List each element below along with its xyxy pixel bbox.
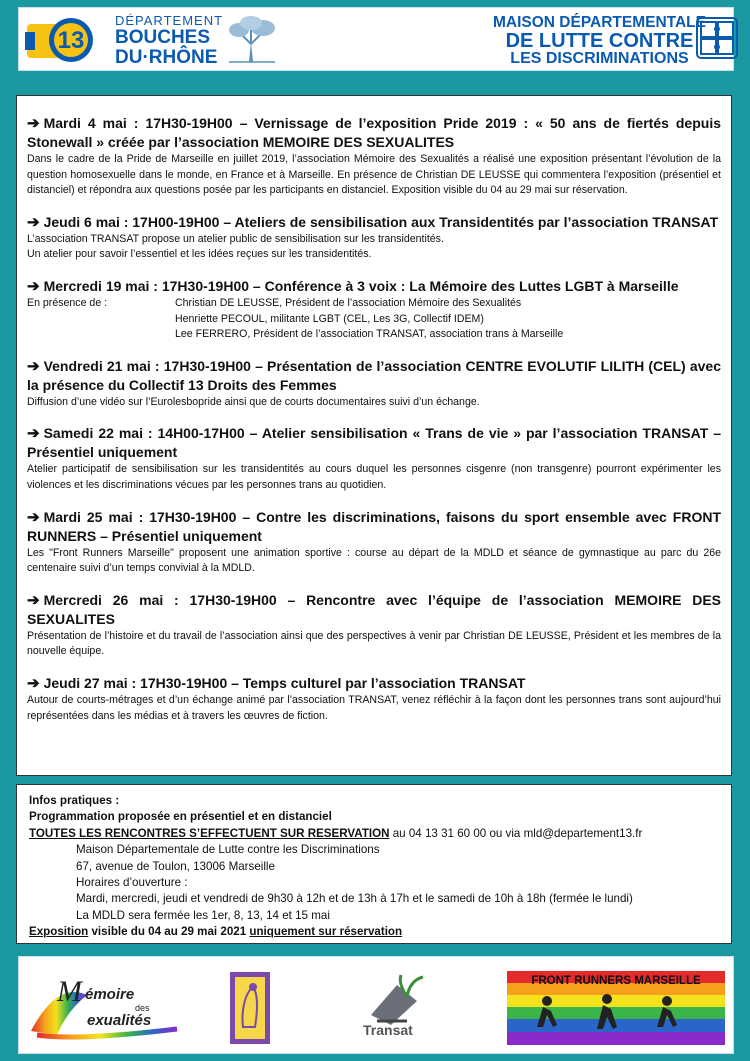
memoire-line2: des xyxy=(135,1003,150,1013)
info-address-name: Maison Départementale de Lutte contre les Discriminations xyxy=(76,843,380,857)
memoire-line3: exualités xyxy=(87,1012,152,1029)
arrow-right-icon: ➔ xyxy=(27,591,40,609)
transat-name: Transat xyxy=(363,1022,413,1038)
event-item xyxy=(27,424,721,493)
event-description: Autour de courts-métrages et d’un échange animé par l’association TRANSAT, venez réfléchir à la façon dont les personnes trans sont aujourd’hui représentées dans les médias et à travers les œuvres de fiction. xyxy=(27,693,721,722)
front-runners-name: FRONT RUNNERS MARSEILLE xyxy=(531,975,701,987)
memoire-line1: émoire xyxy=(85,986,135,1003)
event-item xyxy=(27,357,721,411)
event-description: L’association TRANSAT propose un atelier public de sensibilisation sur les transidentités. xyxy=(27,232,444,245)
presence-person: Christian DE LEUSSE, Président de l’association Mémoire des Sexualités xyxy=(175,296,522,309)
event-title: Samedi 22 mai : 14H00-17H00 – Atelier sensibilisation « Trans de vie » par l’association TRANSAT – Présentiel uniquement xyxy=(27,425,721,461)
event-item xyxy=(27,277,721,343)
event-title: Vendredi 21 mai : 17H30-19H00 – Présentation de l’association CENTRE EVOLUTIF LILITH (CEL) avec la présence du Collectif 13 Droits des Femmes xyxy=(27,357,721,393)
event-title: Mardi 4 mai : 17H30-19H00 – Vernissage de l’exposition Pride 2019 : « 50 ans de fiertés depuis Stonewall » créée par l’association MEMOIRE DES SEXUALITES xyxy=(27,115,721,150)
dept-line3: DU·RHÔNE xyxy=(115,46,218,68)
info-heading: Infos pratiques : xyxy=(29,794,120,807)
arrow-right-icon: ➔ xyxy=(27,115,40,132)
event-description: Dans le cadre de la Pride de Marseille en juillet 2019, l’association Mémoire des Sexualités a réalisé une exposition présentant l’évolution de la question homosexuelle dans le monde, en France et à Marseille. En présence de Christian DE LEUSSE qui commentera l’exposition (présentiel et distanciel) et répondra aux questions posée par les participants en distanciel. Exposition visible du 04 au 29 mai sur réservation. xyxy=(27,153,721,197)
mdld-line3: LES DISCRIMINATIONS xyxy=(510,49,689,67)
event-title: Mercredi 19 mai : 17H30-19H00 – Conférence à 3 voix : La Mémoire des Luttes LGBT à Marseille xyxy=(43,277,679,294)
event-item xyxy=(27,674,721,724)
presence-person: Henriette PECOUL, militante LGBT (CEL, Les 3G, Collectif IDEM) xyxy=(175,312,484,325)
info-reservation xyxy=(29,826,719,842)
info-closed: La MDLD sera fermée les 1er, 8, 13, 14 et 15 mai xyxy=(76,908,330,922)
event-item xyxy=(27,213,721,263)
event-item xyxy=(27,114,721,199)
logo-number: 13 xyxy=(57,27,85,54)
cel-lilith-logo xyxy=(229,971,271,1045)
dept-line2: BOUCHES xyxy=(115,26,211,48)
department-name xyxy=(115,14,223,68)
mdld-line1: MAISON DÉPARTEMENTALE xyxy=(493,14,706,31)
reservation-notice: TOUTES LES RENCONTRES S’EFFECTUENT SUR RESERVATION xyxy=(29,826,390,840)
event-description: Présentation de l’histoire et du travail de l’association ainsi que des perspectives à venir par Christian DE LEUSSE, Président et les membres de la nouvelle équipe. xyxy=(27,629,721,658)
mdld-line2: DE LUTTE CONTRE xyxy=(505,29,694,52)
arrow-right-icon: ➔ xyxy=(27,508,40,526)
event-description: Les "Front Runners Marseille" proposent une animation sportive : course au départ de la MDLD et séance de gymnastique au parc du 26e centenaire suivi d’un temps convivial à la MDLD. xyxy=(27,546,721,575)
event-title: Jeudi 27 mai : 17H30-19H00 – Temps culturel par l’association TRANSAT xyxy=(43,674,526,691)
presence-person: Lee FERRERO, Président de l’association TRANSAT, association trans à Marseille xyxy=(175,328,564,341)
memoire-des-sexualites-logo xyxy=(27,971,187,1043)
arrow-right-icon: ➔ xyxy=(27,213,40,231)
arrow-right-icon: ➔ xyxy=(27,425,40,443)
info-mode: Programmation proposée en présentiel et en distanciel xyxy=(29,810,332,824)
info-hours-label: Horaires d’ouverture : xyxy=(76,876,188,890)
mdld-title xyxy=(493,15,706,67)
reservation-contact[interactable]: au 04 13 31 60 00 ou via mld@departement13.fr xyxy=(389,826,643,840)
program-box xyxy=(16,95,732,776)
bouches-du-rhone-13-logo xyxy=(25,14,105,64)
arrow-right-icon: ➔ xyxy=(27,277,40,295)
event-title: Mercredi 26 mai : 17H30-19H00 – Rencontre avec l’équipe de l’association MEMOIRE DES SEXUALITES xyxy=(27,591,721,627)
info-expo: Exposition visible du 04 au 29 mai 2021 uniquement sur réservation xyxy=(29,925,403,939)
event-description: Atelier participatif de sensibilisation sur les transidentités au cours duquel les personnes cisgenre (non transgenre) pourront expérimenter les violences et les discriminations vécues par les personnes trans au quotidien. xyxy=(27,463,721,491)
event-title: Jeudi 6 mai : 17H00-19H00 – Ateliers de sensibilisation aux Transidentités par l’association TRANSAT xyxy=(43,213,719,230)
event-description-2: Un atelier pour savoir l’essentiel et les idées reçues sur les transidentités. xyxy=(27,248,372,261)
info-hours: Mardi, mercredi, jeudi et vendredi de 9h30 à 12h et de 13h à 17h et le samedi de 10h à 18h (fermée le lundi) xyxy=(76,892,633,906)
event-title: Mardi 25 mai : 17H30-19H00 – Contre les discriminations, faisons du sport ensemble avec FRONT RUNNERS – Présentiel uniquement xyxy=(27,508,721,544)
practical-info-box xyxy=(16,784,732,944)
event-item xyxy=(27,508,721,577)
front-runners-logo xyxy=(507,971,725,1045)
arrow-right-icon: ➔ xyxy=(27,674,40,692)
svg-text:M: M xyxy=(57,975,82,1008)
event-item xyxy=(27,591,721,660)
event-description: Diffusion d’une vidéo sur l’Eurolesbopride ainsi que de courts documentaires suivi d’un échange. xyxy=(27,395,480,408)
presence-label: En présence de : xyxy=(27,296,108,309)
dept-line1: DÉPARTEMENT xyxy=(115,13,224,28)
partner-logos xyxy=(18,956,734,1054)
arrow-right-icon: ➔ xyxy=(27,357,40,375)
puzzle-hands-icon xyxy=(695,16,739,60)
transat-logo xyxy=(357,971,429,1045)
olive-tree-icon xyxy=(219,14,283,64)
header-banner xyxy=(18,7,734,71)
info-address-street: 67, avenue de Toulon, 13006 Marseille xyxy=(76,859,275,873)
